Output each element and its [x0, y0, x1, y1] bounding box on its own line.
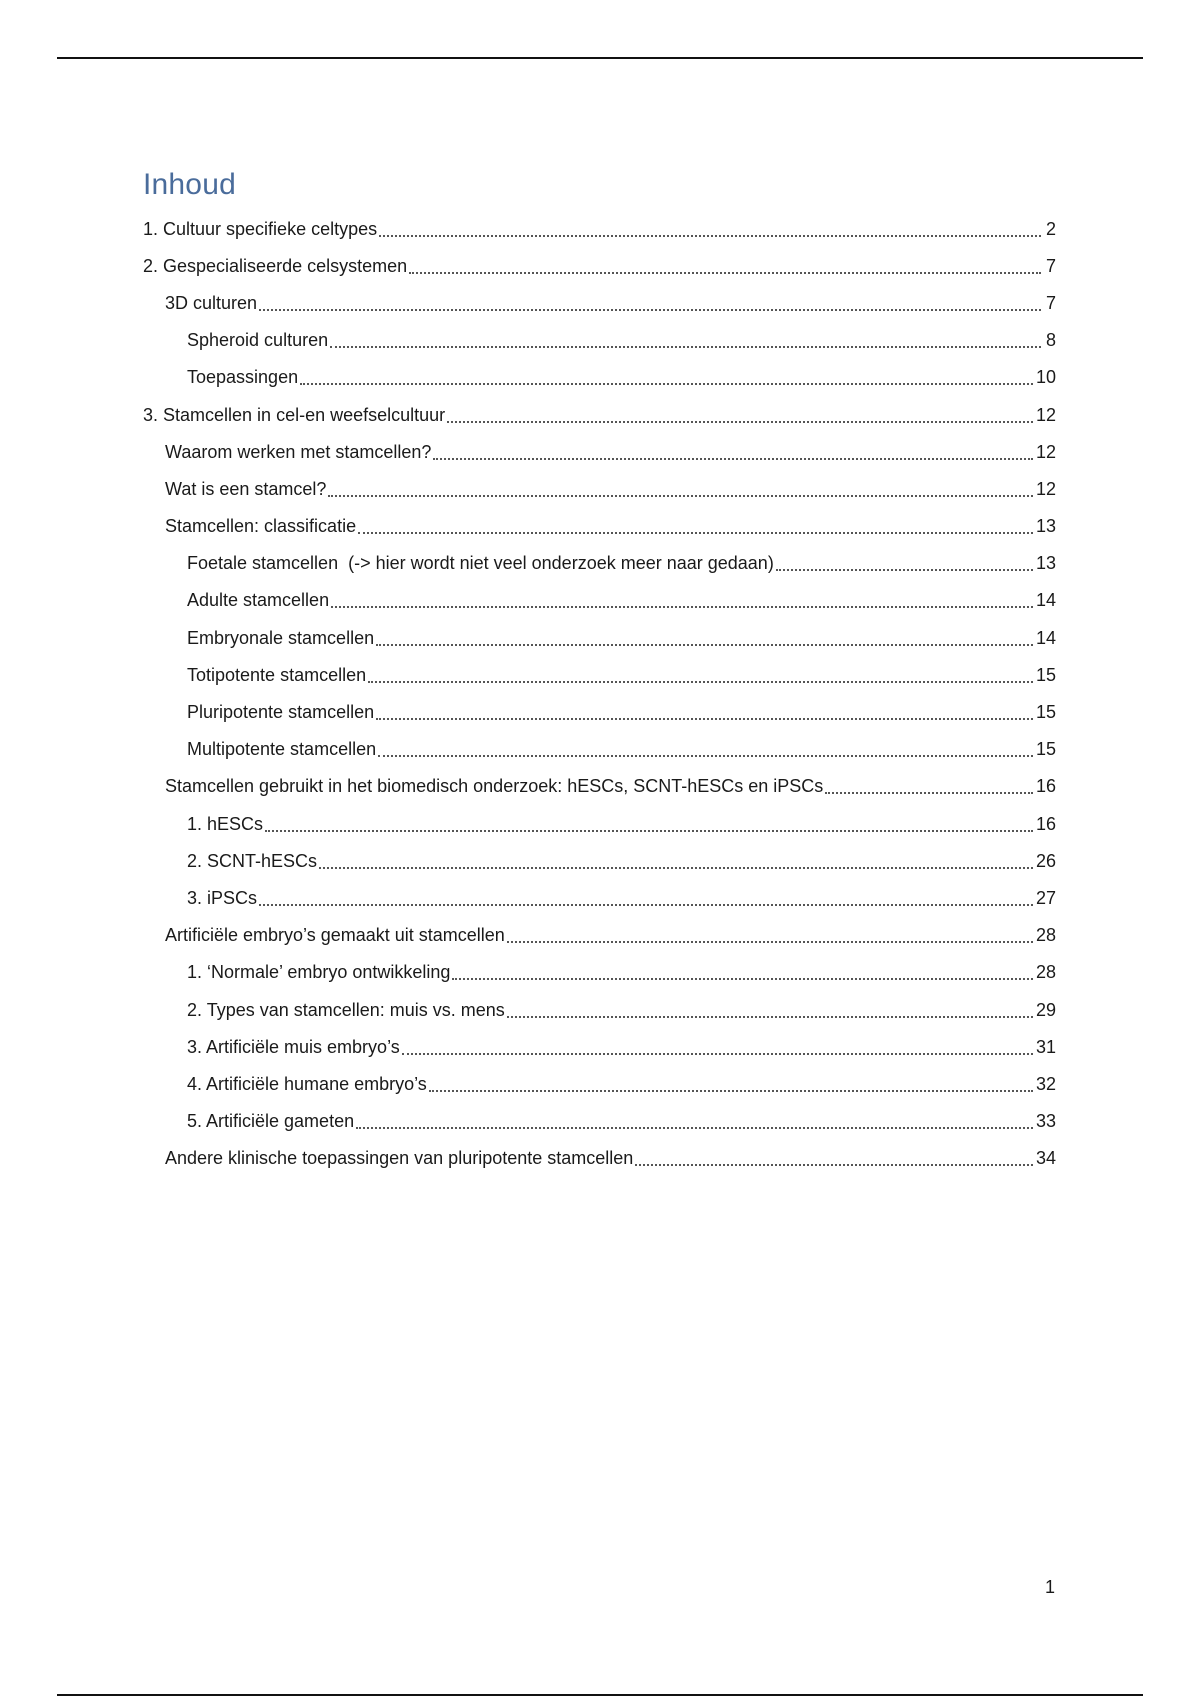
- toc-entry[interactable]: [143, 247, 1056, 284]
- toc-entry[interactable]: [143, 693, 1056, 730]
- table-of-contents: [143, 210, 1056, 1177]
- toc-entry-label: Waarom werken met stamcellen?: [165, 441, 432, 462]
- toc-entry-label: Totipotente stamcellen: [187, 664, 367, 685]
- dot-leader: [378, 739, 1033, 757]
- toc-entry[interactable]: [143, 582, 1056, 619]
- dot-leader: [368, 665, 1033, 683]
- dot-leader: [776, 553, 1033, 571]
- toc-entry[interactable]: [143, 954, 1056, 991]
- dot-leader: [507, 1000, 1033, 1018]
- toc-entry-page: 15: [1035, 664, 1056, 685]
- toc-entry[interactable]: [143, 508, 1056, 545]
- toc-entry[interactable]: [143, 396, 1056, 433]
- toc-entry[interactable]: [143, 656, 1056, 693]
- dot-leader: [259, 888, 1033, 906]
- toc-entry-page: 10: [1035, 367, 1056, 388]
- toc-entry-label: Adulte stamcellen: [187, 590, 330, 611]
- toc-entry-label: Wat is een stamcel?: [165, 478, 327, 499]
- toc-entry-page: 2: [1045, 218, 1056, 239]
- toc-entry-page: 33: [1035, 1111, 1056, 1132]
- toc-entry-page: 15: [1035, 702, 1056, 723]
- toc-entry-label: 2. Gespecialiseerde celsystemen: [143, 255, 408, 276]
- toc-entry[interactable]: [143, 1103, 1056, 1140]
- toc-entry-page: 7: [1045, 255, 1056, 276]
- toc-entry-label: 1. hESCs: [187, 813, 264, 834]
- toc-entry[interactable]: [143, 731, 1056, 768]
- toc-entry[interactable]: [143, 284, 1056, 321]
- toc-entry[interactable]: [143, 805, 1056, 842]
- dot-leader: [376, 628, 1033, 646]
- dot-leader: [265, 814, 1033, 832]
- dot-leader: [328, 479, 1033, 497]
- toc-entry[interactable]: [143, 619, 1056, 656]
- toc-entry-label: 2. Types van stamcellen: muis vs. mens: [187, 999, 505, 1020]
- toc-entry-page: 15: [1035, 739, 1056, 760]
- toc-entry-page: 16: [1035, 776, 1056, 797]
- dot-leader: [319, 851, 1033, 869]
- toc-entry-page: 27: [1035, 887, 1056, 908]
- toc-entry-label: Stamcellen: classificatie: [165, 516, 357, 537]
- toc-entry-label: 5. Artificiële gameten: [187, 1111, 355, 1132]
- toc-entry-label: 2. SCNT-hESCs: [187, 850, 318, 871]
- toc-entry-page: 28: [1035, 925, 1056, 946]
- toc-entry-label: 4. Artificiële humane embryo’s: [187, 1073, 427, 1094]
- dot-leader: [358, 516, 1033, 534]
- toc-entry-label: 3D culturen: [165, 292, 258, 313]
- toc-entry-page: 32: [1035, 1073, 1056, 1094]
- toc-entry-label: Toepassingen: [187, 367, 299, 388]
- toc-entry[interactable]: [143, 433, 1056, 470]
- toc-entry[interactable]: [143, 1065, 1056, 1102]
- toc-entry-page: 7: [1045, 292, 1056, 313]
- dot-leader: [259, 293, 1041, 311]
- toc-entry-page: 8: [1045, 330, 1056, 351]
- dot-leader: [433, 442, 1033, 460]
- toc-entry-label: Pluripotente stamcellen: [187, 702, 375, 723]
- dot-leader: [376, 702, 1033, 720]
- toc-entry-page: 16: [1035, 813, 1056, 834]
- toc-entry-page: 12: [1035, 404, 1056, 425]
- toc-entry-label: 1. Cultuur specifieke celtypes: [143, 218, 378, 239]
- dot-leader: [402, 1037, 1033, 1055]
- footer-rule: [57, 1694, 1143, 1696]
- toc-entry-page: 34: [1035, 1148, 1056, 1169]
- toc-entry-label: Spheroid culturen: [187, 330, 329, 351]
- toc-entry-label: Multipotente stamcellen: [187, 739, 377, 760]
- dot-leader: [300, 367, 1033, 385]
- toc-entry-page: 12: [1035, 441, 1056, 462]
- toc-entry-label: 1. ‘Normale’ embryo ontwikkeling: [187, 962, 451, 983]
- toc-entry[interactable]: [143, 545, 1056, 582]
- toc-entry-page: 28: [1035, 962, 1056, 983]
- toc-entry-label: Stamcellen gebruikt in het biomedisch onderzoek: hESCs, SCNT-hESCs en iPSCs: [165, 776, 824, 797]
- toc-entry[interactable]: [143, 917, 1056, 954]
- toc-entry-page: 14: [1035, 590, 1056, 611]
- toc-entry-label: 3. iPSCs: [187, 887, 258, 908]
- toc-entry-label: 3. Stamcellen in cel-en weefselcultuur: [143, 404, 446, 425]
- dot-leader: [447, 405, 1033, 423]
- toc-entry[interactable]: [143, 1140, 1056, 1177]
- toc-entry-page: 26: [1035, 850, 1056, 871]
- toc-entry-page: 31: [1035, 1036, 1056, 1057]
- toc-entry[interactable]: [143, 768, 1056, 805]
- toc-entry-page: 13: [1035, 516, 1056, 537]
- toc-entry-label: Embryonale stamcellen: [187, 627, 375, 648]
- toc-entry-label: Foetale stamcellen (-> hier wordt niet veel onderzoek meer naar gedaan): [187, 553, 774, 574]
- toc-entry-label: 3. Artificiële muis embryo’s: [187, 1036, 400, 1057]
- toc-entry[interactable]: [143, 1028, 1056, 1065]
- toc-entry-page: 13: [1035, 553, 1056, 574]
- toc-entry-label: Andere klinische toepassingen van pluripotente stamcellen: [165, 1148, 634, 1169]
- toc-title: Inhoud: [143, 168, 236, 201]
- toc-entry-page: 12: [1035, 478, 1056, 499]
- header-rule: [57, 57, 1143, 59]
- dot-leader: [379, 219, 1041, 237]
- toc-entry[interactable]: [143, 879, 1056, 916]
- dot-leader: [409, 256, 1041, 274]
- toc-entry-page: 14: [1035, 627, 1056, 648]
- toc-entry[interactable]: [143, 322, 1056, 359]
- dot-leader: [507, 925, 1033, 943]
- dot-leader: [356, 1111, 1033, 1129]
- dot-leader: [330, 330, 1041, 348]
- toc-entry[interactable]: [143, 359, 1056, 396]
- toc-entry[interactable]: [143, 470, 1056, 507]
- toc-entry-page: 29: [1035, 999, 1056, 1020]
- dot-leader: [452, 962, 1033, 980]
- toc-entry-label: Artificiële embryo’s gemaakt uit stamcellen: [165, 925, 505, 946]
- dot-leader: [331, 590, 1033, 608]
- dot-leader: [635, 1148, 1033, 1166]
- toc-entry[interactable]: [143, 991, 1056, 1028]
- dot-leader: [429, 1074, 1033, 1092]
- dot-leader: [825, 776, 1033, 794]
- toc-entry[interactable]: [143, 842, 1056, 879]
- toc-entry[interactable]: [143, 210, 1056, 247]
- page-number: 1: [1044, 1577, 1055, 1597]
